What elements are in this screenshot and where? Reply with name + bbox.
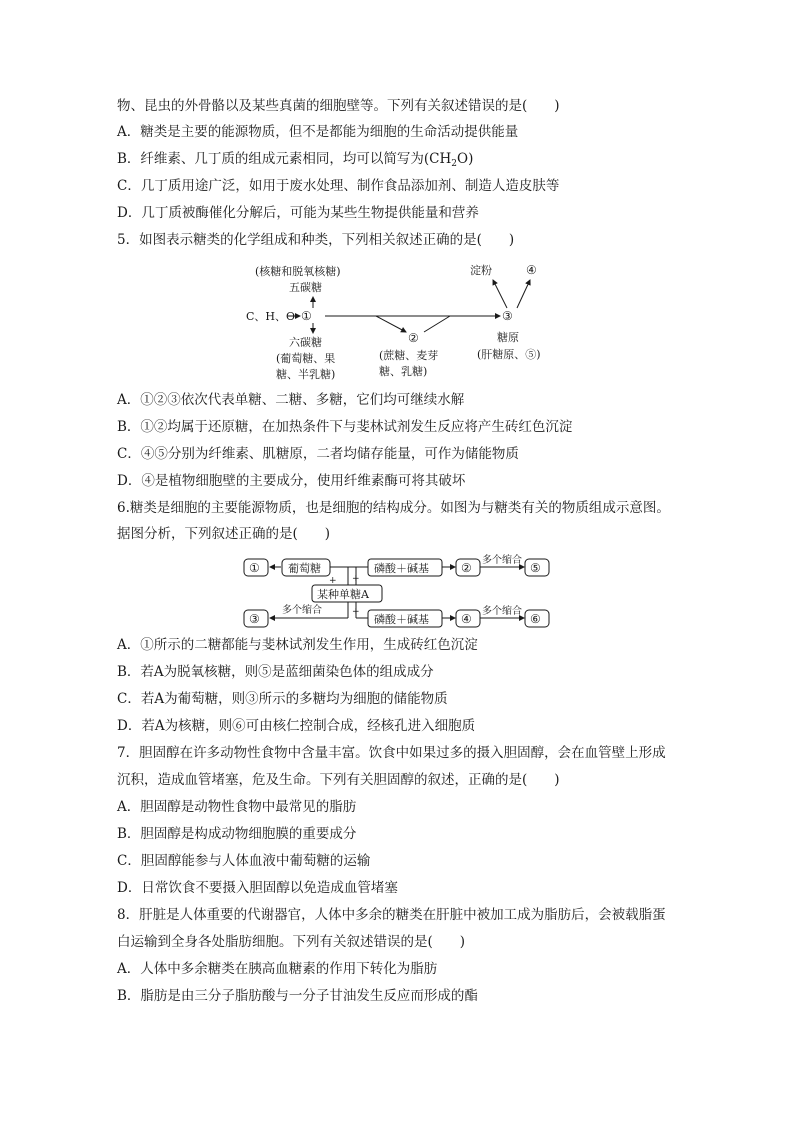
node-2-note-1: (蔗糖、麦芽 <box>379 349 439 362</box>
glycogen-label: 糖原 <box>497 331 519 344</box>
q6-option-a: A．①所示的二糖都能与斐林试剂发生作用，生成砖红色沉淀 <box>117 637 478 653</box>
q4-option-c: C．几丁质用途广泛，如用于废水处理、制作食品添加剂、制造人造皮肤等 <box>117 178 560 194</box>
phosphate-base-bottom: 磷酸＋碱基 <box>374 613 429 626</box>
node-5: ⑤ <box>530 561 541 575</box>
node-6: ⑥ <box>530 612 541 626</box>
q7-option-c: C．胆固醇能参与人体血液中葡萄糖的运输 <box>117 853 371 869</box>
q7-stem-line-2: 沉积，造成血管堵塞，危及生命。下列有关胆固醇的叙述，正确的是( ) <box>117 772 560 788</box>
node-4: ④ <box>526 263 537 277</box>
q4-option-b <box>117 150 473 173</box>
plus-sign-top-right: + <box>352 574 360 584</box>
arrow-1-to-2 <box>376 316 406 332</box>
hexose-label: 六碳糖 <box>289 336 322 349</box>
arrow-3-to-starch <box>493 280 507 308</box>
glycogen-note: (肝糖原、⑤) <box>477 348 541 361</box>
q8-option-b: B．脂肪是由三分子脂肪酸与一分子甘油发生反应而形成的酯 <box>117 988 478 1004</box>
hexose-note-1: (葡萄糖、果 <box>276 352 336 365</box>
plus-sign-bottom: + <box>352 607 360 617</box>
q6-option-d: D．若A为核糖，则⑥可由核仁控制合成，经核孔进入细胞质 <box>117 718 476 734</box>
sugar-a-label: 某种单糖A <box>317 588 369 601</box>
q4-option-a: A．糖类是主要的能源物质，但不是都能为细胞的生命活动提供能量 <box>117 124 519 140</box>
plus-sign-top-left: + <box>329 576 337 586</box>
q5-option-a: A．①②③依次代表单糖、二糖、多糖，它们均可继续水解 <box>117 392 465 408</box>
source-elements: C、H、O <box>246 310 296 323</box>
q7-option-d: D．日常饮食不要摄入胆固醇以免造成血管堵塞 <box>117 880 398 896</box>
node-2: ② <box>461 561 472 575</box>
q5-stem: 5．如图表示糖类的化学组成和种类，下列相关叙述正确的是( ) <box>117 232 515 248</box>
q5-option-d: D．④是植物细胞壁的主要成分，使用纤维素酶可将其破坏 <box>117 473 466 489</box>
q6-option-c: C．若A为葡萄糖，则③所示的多糖均为细胞的储能物质 <box>117 691 448 707</box>
q8-stem-line-1: 8．肝脏是人体重要的代谢器官，人体中多余的糖类在肝脏中被加工成为脂肪后，会被载脂蛋 <box>117 907 666 923</box>
glucose-label: 葡萄糖 <box>288 562 321 575</box>
q5-option-b: B．①②均属于还原糖，在加热条件下与斐林试剂发生反应将产生砖红色沉淀 <box>117 419 573 435</box>
q5-option-c: C．④⑤分别为纤维素、肌糖原，二者均储存能量，可作为储能物质 <box>117 446 519 462</box>
sugar-composition-diagram <box>238 551 550 629</box>
arrow-3-to-4 <box>517 280 530 308</box>
hexose-note-2: 糖、半乳糖) <box>276 368 336 381</box>
q4-option-d: D．几丁质被酶催化分解后，可能为某些生物提供能量和营养 <box>117 205 479 221</box>
q6-option-b: B．若A为脱氧核糖，则⑤是蓝细菌染色体的组成成分 <box>117 664 434 680</box>
pentose-note: (核糖和脱氧核糖) <box>255 265 341 278</box>
arrow-2-to-3 <box>424 316 450 332</box>
q6-stem-line-1: 6.糖类是细胞的主要能源物质，也是细胞的结构成分。如图为与糖类有关的物质组成示意图。 <box>117 500 670 516</box>
q4-option-b-text: B．纤维素、几丁质的组成元素相同，均可以简写为(CH <box>117 151 452 167</box>
q7-stem-line-1: 7．胆固醇在许多动物性食物中含量丰富。饮食中如果过多的摄入胆固醇，会在血管壁上形成 <box>117 745 666 761</box>
q6-stem-line-2: 据图分析，下列叙述正确的是( ) <box>117 526 331 542</box>
node-3: ③ <box>502 309 513 323</box>
q7-option-a: A．胆固醇是动物性食物中最常见的脂肪 <box>117 799 357 815</box>
condense-label-bottom: 多个缩合 <box>482 606 522 617</box>
node-4: ④ <box>461 612 472 626</box>
node-2-note-2: 糖、乳糖) <box>379 365 428 378</box>
q4-option-b-subscript: 2 <box>451 159 458 169</box>
node-3: ③ <box>249 612 260 626</box>
q8-option-a: A．人体中多余糖类在胰高血糖素的作用下转化为脂肪 <box>117 961 438 977</box>
condense-label-top: 多个缩合 <box>482 555 522 566</box>
q4-option-b-text-end: O) <box>457 151 474 167</box>
q4-stem: 物、昆虫的外骨骼以及某些真菌的细胞壁等。下列有关叙述错误的是( ) <box>117 98 560 114</box>
phosphate-base-top: 磷酸＋碱基 <box>374 562 429 575</box>
q7-option-b: B．胆固醇是构成动物细胞膜的重要成分 <box>117 826 357 842</box>
starch-label: 淀粉 <box>470 264 492 277</box>
node-2: ② <box>408 331 419 345</box>
node-1: ① <box>301 309 312 323</box>
node-1: ① <box>249 561 260 575</box>
sugar-classification-diagram <box>236 258 556 386</box>
condense-label-left: 多个缩合 <box>282 605 322 616</box>
q8-stem-line-2: 白运输到全身各处脂肪细胞。下列有关叙述错误的是( ) <box>117 934 466 950</box>
pentose-label: 五碳糖 <box>289 281 322 294</box>
